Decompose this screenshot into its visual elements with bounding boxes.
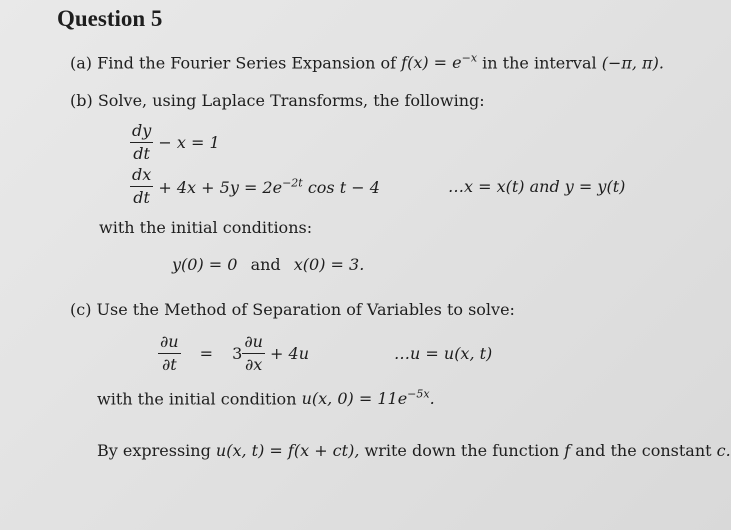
eq2-fraction-bar xyxy=(130,186,153,187)
initial-condition-and: and xyxy=(250,255,281,274)
pde-rhs-bar xyxy=(242,353,265,354)
part-b-equation-1 xyxy=(130,122,220,163)
pde-lhs-bar xyxy=(158,353,181,354)
final-c: c. xyxy=(716,441,731,460)
du-dt-fraction xyxy=(158,333,181,374)
part-c-initial-text: with the initial condition xyxy=(97,389,297,409)
question-title: Question 5 xyxy=(57,6,163,31)
eq1-denominator: dt xyxy=(133,144,150,163)
part-b-line xyxy=(70,91,485,110)
part-a-fx: f(x) = e xyxy=(401,53,462,73)
pde-equals: = xyxy=(199,344,214,363)
part-c-initial-expression xyxy=(302,389,435,408)
part-a-interval: (−π, π). xyxy=(601,53,664,73)
part-a-line xyxy=(70,52,664,72)
part-c-initial-line xyxy=(97,388,435,408)
final-expr-1: u(x, t) = f(x + ct), xyxy=(215,441,360,460)
dy-dt-fraction xyxy=(130,122,153,163)
part-a-label: (a) xyxy=(70,53,93,73)
part-c-text: Use the Method of Separation of Variables to solve: xyxy=(96,300,515,319)
eq1-numerator: dy xyxy=(132,121,152,140)
dx-dt-fraction xyxy=(130,166,153,207)
part-c-line xyxy=(70,300,515,319)
part-c-final-line xyxy=(97,441,731,460)
final-text-3: and the constant xyxy=(575,441,712,460)
eq1-rest: − x = 1 xyxy=(158,133,220,152)
pde-lhs-denominator: ∂t xyxy=(161,355,177,374)
eq2-body xyxy=(158,178,380,197)
pde-lhs-numerator: ∂u xyxy=(160,332,179,351)
eq2-rest-1: + 4x + 5y = 2e xyxy=(158,177,283,197)
final-f: f xyxy=(564,441,571,460)
part-b-text: Solve, using Laplace Transforms, the following: xyxy=(97,91,485,110)
part-b-label: (b) xyxy=(70,91,93,110)
eq2-exponent: −2t xyxy=(282,176,303,190)
initial-condition-x: x(0) = 3. xyxy=(293,255,365,274)
part-a-fx-exponent: −x xyxy=(461,52,478,65)
pde-coefficient: 3 xyxy=(232,344,243,363)
part-c-label: (c) xyxy=(70,300,92,319)
part-b-variables-note: …x = x(t) and y = y(t) xyxy=(448,177,626,196)
eq2-denominator: dt xyxy=(133,188,150,207)
part-b-initial-text: with the initial conditions: xyxy=(99,218,313,237)
initial-condition-y: y(0) = 0 xyxy=(172,255,238,274)
final-text-2: write down the function xyxy=(364,441,560,460)
eq1-fraction-bar xyxy=(130,142,153,143)
part-a-function xyxy=(401,53,477,72)
part-a-text-2: in the interval xyxy=(482,53,597,73)
part-c-equation xyxy=(158,333,309,374)
du-dx-fraction xyxy=(242,333,265,374)
part-c-initial-expr: u(x, 0) = 11e xyxy=(301,389,408,409)
part-b-equation-2 xyxy=(130,166,380,207)
eq2-numerator: dx xyxy=(132,165,152,184)
final-text-1: By expressing xyxy=(97,441,211,460)
eq2-rest-2: cos t − 4 xyxy=(307,177,380,197)
pde-rhs-denominator: ∂x xyxy=(245,355,263,374)
part-c-initial-end: . xyxy=(429,389,435,409)
part-c-variables-note: …u = u(x, t) xyxy=(394,344,493,363)
part-c-initial-exponent: −5x xyxy=(407,388,430,401)
part-b-initial-conditions xyxy=(172,255,364,274)
part-a-text-1: Find the Fourier Series Expansion of xyxy=(97,53,397,73)
pde-rhs-rest: + 4u xyxy=(270,344,310,363)
pde-rhs-numerator: ∂u xyxy=(244,332,263,351)
